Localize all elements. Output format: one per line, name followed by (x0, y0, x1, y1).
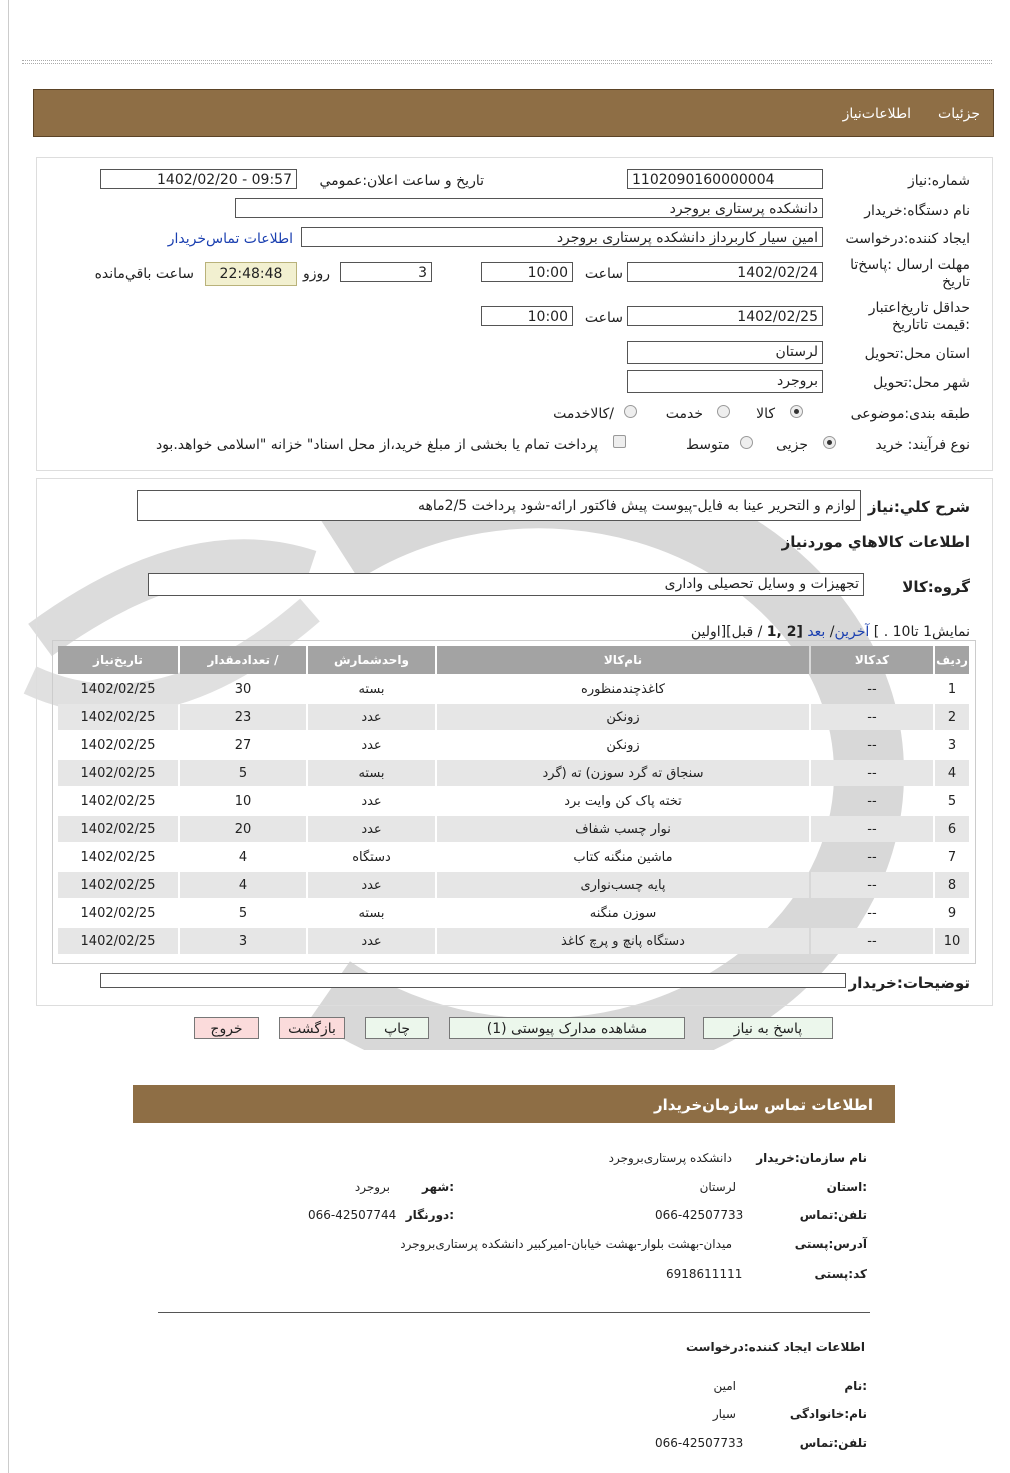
contact-address-label: آدرس:پستی (794, 1237, 867, 1251)
cell-row-no: 2 (935, 704, 969, 730)
contact-city-label: :شهر (422, 1180, 454, 1194)
buyer-contact-title: اطلاعات تماس سازمان‌خریدار (653, 1096, 873, 1114)
goods-info-heading: اطلاعات کالاهاي موردنياز (781, 533, 970, 551)
cell-code: -- (867, 793, 877, 809)
paging-last-link[interactable]: آخرین (834, 624, 870, 640)
creator-label: ایجاد کننده:درخواست (845, 231, 970, 247)
cell-unit: عدد (308, 928, 435, 954)
reply-button[interactable]: پاسخ به نیاز (703, 1017, 833, 1039)
contact-address-value: میدان-بهشت بلوار-بهشت خیابان-امیرکبیر دانشکده پرستاری‌بروجرد (400, 1237, 732, 1251)
cell-name: دستگاه پانچ و پرچ کاغذ (437, 928, 809, 954)
cell-name: تخته پاک کن وایت برد (564, 793, 682, 809)
category-both-label: /کالاخدمت (553, 406, 614, 422)
table-row (58, 872, 969, 898)
cell-qty: 3 (180, 928, 306, 954)
contact-org-value: دانشکده پرستاری‌بروجرد (608, 1151, 732, 1165)
creator-name-label: :نام (844, 1379, 867, 1393)
category-goods-radio[interactable] (790, 405, 803, 418)
process-medium-radio[interactable] (740, 436, 753, 449)
cell-row-no: 6 (935, 816, 969, 842)
paging-next-link[interactable]: بعد (807, 624, 826, 640)
table-row (58, 900, 969, 926)
process-partial-radio[interactable] (823, 436, 836, 449)
remaining-label: ساعت باقي‌مانده (94, 266, 194, 282)
creator-family-label: نام:خانوادگی (789, 1407, 867, 1421)
exit-button[interactable]: خروج (194, 1017, 259, 1039)
cell-row-no: 4 (935, 760, 969, 786)
cell-code: -- (867, 681, 877, 697)
paging-pages[interactable]: [2 ,1 (766, 624, 803, 640)
cell-name: نوار چسب شفاف (437, 816, 809, 842)
deadline-time-field: 10:00 (481, 262, 573, 282)
cell-name: سنجاق ته گرد سوزن) ته (گرد (437, 760, 809, 786)
cell-code: -- (867, 849, 877, 865)
top-tab-bar (33, 89, 994, 137)
view-documents-button[interactable]: مشاهده مدارک پیوستی (1) (449, 1017, 685, 1039)
cell-row-no: 3 (947, 737, 957, 753)
days-field: 3 (340, 262, 432, 282)
treasury-payment-note: پرداخت تمام یا بخشی از مبلغ خرید،از محل اسناد" خزانه "اسلامی خواهد.بود (155, 437, 598, 453)
table-header-row (58, 646, 969, 674)
contact-fax-value: 066-42507744 (308, 1208, 397, 1222)
col-qty: / تعدادمقدار (180, 646, 306, 674)
province-field: لرستان (627, 341, 823, 364)
cell-date: 1402/02/25 (80, 849, 156, 865)
contact-province-label: :استان (826, 1180, 867, 1194)
cell-code: -- (811, 816, 933, 842)
buyer-contact-link[interactable]: اطلاعات تماس‌خریدار (167, 231, 293, 247)
buyer-org-field: دانشکده پرستاری بروجرد (235, 198, 823, 218)
contact-province-value: لرستان (699, 1180, 736, 1194)
col-unit: واحدشمارش (308, 646, 435, 674)
cell-name: ماشین منگنه کتاب (573, 849, 673, 865)
category-goods-label: کالا (756, 406, 775, 422)
dotted-divider (22, 63, 992, 64)
paging-show: نمایش1 (923, 624, 970, 640)
col-row: ردیف (935, 646, 969, 674)
announce-date-field: 1402/02/20 - 09:57 (100, 169, 297, 189)
category-service-label: خدمت (665, 406, 703, 422)
table-row (58, 732, 969, 758)
cell-qty: 4 (180, 872, 306, 898)
cell-date: 1402/02/25 (80, 905, 156, 921)
validity-label: حداقل تاریخ‌اعتبار :قیمت تا‌تاریخ (868, 300, 970, 333)
goods-group-label: گروه:کالا (902, 578, 970, 596)
cell-unit: عدد (361, 793, 382, 809)
table-row (58, 760, 969, 786)
cell-date: 1402/02/25 (80, 737, 156, 753)
buyer-notes-field (100, 973, 846, 988)
city-label: شهر محل:تحویل (873, 375, 970, 391)
cell-date: 1402/02/25 (80, 793, 156, 809)
cell-name: پایه چسب‌نواری (437, 872, 809, 898)
paging-prev-first[interactable]: / قبل][اولین (690, 624, 763, 640)
cell-unit: بسته (358, 905, 385, 921)
cell-date: 1402/02/25 (80, 681, 156, 697)
creator-family-value: سیار (712, 1407, 736, 1421)
col-code: کدکالا (811, 646, 933, 674)
contact-fax-label: :دورنگار (405, 1208, 454, 1222)
cell-name: کاغذچندمنظوره (581, 681, 665, 697)
cell-date: 1402/02/25 (58, 928, 178, 954)
dotted-divider (22, 60, 992, 61)
cell-qty: 20 (180, 816, 306, 842)
contact-org-label: نام سازمان:خریدار (756, 1151, 867, 1165)
cell-code: -- (811, 704, 933, 730)
deadline-label: مهلت ارسال :پاسخ‌تا تاریخ (850, 257, 970, 290)
table-row (58, 676, 969, 702)
cell-qty: 4 (238, 849, 248, 865)
table-row (58, 928, 969, 954)
need-number-field: 1102090160000004 (627, 169, 823, 189)
buyer-notes-label: توضیحات:خریدار (848, 974, 970, 992)
page-left-border (8, 0, 9, 1473)
cell-code: -- (811, 760, 933, 786)
cell-unit: بسته (308, 760, 435, 786)
buyer-contact-header (133, 1085, 895, 1123)
creator-phone-value: 066-42507733 (655, 1436, 744, 1450)
cell-date: 1402/02/25 (58, 816, 178, 842)
tab-details[interactable]: جزئيات (938, 106, 980, 122)
creator-name-value: امین (713, 1379, 736, 1393)
back-button[interactable]: بازگشت (279, 1017, 345, 1039)
contact-city-value: بروجرد (354, 1180, 390, 1194)
cell-unit: عدد (308, 704, 435, 730)
general-description-label: شرح کلي:نياز (867, 498, 970, 516)
cell-name: زونکن (606, 737, 640, 753)
creator-field: امین سیار کاربرداز دانشکده پرستاری بروجرد (301, 227, 823, 247)
cell-qty: 30 (234, 681, 252, 697)
table-row (58, 844, 969, 870)
cell-date: 1402/02/25 (58, 760, 178, 786)
pagination: نمایش1 تا10 . ] آخرین/ بعد [2 ,1 / قبل][اولین (690, 624, 970, 640)
cell-code: -- (867, 905, 877, 921)
contact-phone-value: 066-42507733 (655, 1208, 744, 1222)
cell-code: -- (811, 928, 933, 954)
province-label: استان محل:تحویل (864, 346, 970, 362)
print-button[interactable]: چاپ (365, 1017, 429, 1039)
need-number-label: شماره:نیاز (907, 173, 970, 189)
col-date: تاریخ‌نیاز (58, 646, 178, 674)
cell-row-no: 9 (947, 905, 957, 921)
cell-unit: عدد (308, 816, 435, 842)
cell-unit: بسته (358, 681, 385, 697)
process-label: نوع فرآیند: خرید (875, 437, 970, 453)
process-medium-label: متوسط (686, 437, 730, 453)
validity-time-label: ساعت (584, 310, 623, 326)
paging-rest: . ] (873, 624, 889, 640)
contact-postal-value: 6918611111 (666, 1267, 743, 1281)
cell-qty: 10 (234, 793, 252, 809)
announce-date-label: تاريخ و ساعت اعلان:عمومي (319, 173, 484, 189)
cell-name: سوزن منگنه (589, 905, 657, 921)
cell-date: 1402/02/25 (58, 872, 178, 898)
goods-group-field: تجهیزات و وسایل تحصیلی واداری (148, 573, 864, 596)
creator-phone-label: تلفن:تماس (799, 1436, 867, 1450)
cell-row-no: 5 (947, 793, 957, 809)
cell-row-no: 8 (935, 872, 969, 898)
table-row (58, 788, 969, 814)
validity-time-field: 10:00 (481, 306, 573, 326)
cell-qty: 27 (234, 737, 252, 753)
table-row (58, 704, 969, 730)
category-label: طبقه بندی:موضوعی (850, 406, 970, 422)
validity-date-field: 1402/02/25 (627, 306, 823, 326)
category-both-radio[interactable] (624, 405, 637, 418)
cell-qty: 5 (238, 905, 248, 921)
goods-table (56, 644, 971, 956)
cell-row-no: 7 (947, 849, 957, 865)
contact-phone-label: تلفن:تماس (799, 1208, 867, 1222)
tab-need-info[interactable]: اطلاعات‌نياز (842, 106, 911, 122)
cell-row-no: 10 (935, 928, 969, 954)
paging-to: تا10 (892, 624, 919, 640)
table-row (58, 816, 969, 842)
cell-qty: 5 (180, 760, 306, 786)
cell-unit: عدد (308, 872, 435, 898)
creator-info-title: اطلاعات ایجاد کننده:درخواست (685, 1340, 865, 1354)
cell-row-no: 1 (947, 681, 957, 697)
remaining-timer: 22:48:48 (205, 262, 297, 286)
cell-code: -- (811, 872, 933, 898)
general-description-field: لوازم و التحریر عینا به فایل-پیوست پیش فاکتور ارائه-شود پرداخت 2/5ماهه (137, 490, 861, 521)
process-partial-label: جزیی (776, 437, 808, 453)
cell-unit: دستگاه (352, 849, 391, 865)
buyer-org-label: نام دستگاه:خریدار (864, 203, 970, 219)
cell-qty: 23 (180, 704, 306, 730)
deadline-date-field: 1402/02/24 (627, 262, 823, 282)
cell-code: -- (867, 737, 877, 753)
cell-unit: عدد (361, 737, 382, 753)
days-label: روزو (302, 266, 330, 282)
treasury-payment-checkbox[interactable] (613, 435, 626, 448)
contact-postal-label: کد:پستی (814, 1267, 867, 1281)
deadline-time-label: ساعت (584, 266, 623, 282)
cell-date: 1402/02/25 (58, 704, 178, 730)
category-service-radio[interactable] (717, 405, 730, 418)
col-name: نام‌کالا (437, 646, 809, 674)
section-divider (158, 1312, 870, 1313)
cell-name: زونکن (437, 704, 809, 730)
city-field: بروجرد (627, 370, 823, 393)
